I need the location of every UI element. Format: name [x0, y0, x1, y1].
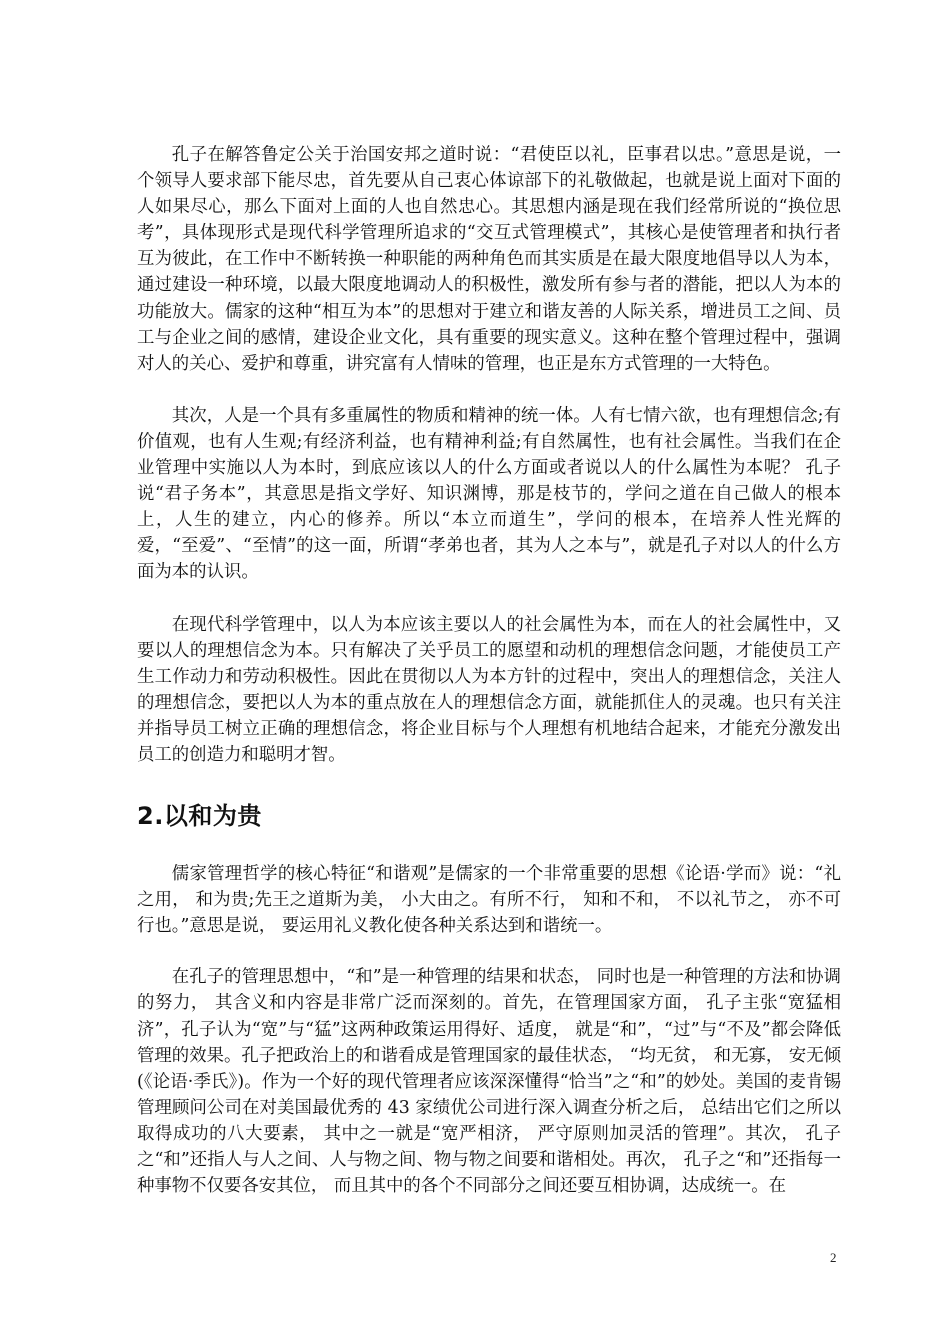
paragraph-3: 在现代科学管理中，以人为本应该主要以人的社会属性为本，而在人的社会属性中，又要以人的理想信念为本。只有解决了关乎员工的愿望和动机的理想信念问题，才能使员工产生工作动力和劳动积极性。因此在贯彻以人为本方针的过程中，突出人的理想信念，关注人的理想信念，要把以人为本的重点放在人的理想信念方面，就能抓住人的灵魂。也只有关注并指导员工树立正确的理想信念，将企业目标与个人理想有机地结合起来，才能充分激发出员工的创造力和聪明才智。	[137, 614, 841, 765]
document-body	[137, 142, 841, 1199]
paragraph-2: 其次，人是一个具有多重属性的物质和精神的统一体。人有七情六欲，也有理想信念;有价值观，也有人生观;有经济利益，也有精神利益;有自然属性，也有社会属性。当我们在企业管理中实施以人为本时，到底应该以人的什么方面或者说以人的什么属性为本呢？ 孔子说“君子务本”，其意思是指文学好、知识渊博，那是枝节的，学问之道在自己做人的根本上，人生的建立，内心的修养。所以“本立而道生”，学问的根本，在培养人性光辉的爱，“至爱”、“至情”的这一面，所谓“孝弟也者，其为人之本与”，就是孔子对以人的什么方面为本的认识。	[137, 405, 841, 583]
paragraph-4: 儒家管理哲学的核心特征“和谐观”是儒家的一个非常重要的思想《论语·学而》说：“礼之用， 和为贵;先王之道斯为美， 小大由之。有所不行， 知和不和， 不以礼节之， 亦不可行也。”意思是说， 要运用礼义教化使各种关系达到和谐统一。	[137, 864, 841, 937]
section-heading: 2.以和为贵	[137, 802, 262, 831]
paragraph-5: 在孔子的管理思想中，“和”是一种管理的结果和状态， 同时也是一种管理的方法和协调的努力， 其含义和内容是非常广泛而深刻的。首先，在管理国家方面， 孔子主张“宽猛相济”，孔子认为“宽”与“猛”这两种政策运用得好、适度， 就是“和”，“过”与“不及”都会降低管理的效果。孔子把政治上的和谐看成是管理国家的最佳状态， “均无贫， 和无寡， 安无倾(《论语·季氏》)。作为一个好的现代管理者应该深深懂得“恰当”之“和”的妙处。美国的麦肯锡管理顾问公司在对美国最优秀的 43 家绩优公司进行深入调查分析之后， 总结出它们之所以取得成功的八大要素， 其中之一就是“宽严相济， 严守原则加灵活的管理”。其次， 孔子之“和”还指人与人之间、人与物之间、物与物之间要和谐相处。再次， 孔子之“和”还指每一种事物不仅要各安其位， 而且其中的各个不同部分之间还要互相协调，达成统一。在	[137, 967, 841, 1197]
paragraph-1: 孔子在解答鲁定公关于治国安邦之道时说：“君使臣以礼，臣事君以忠。”意思是说，一个领导人要求部下能尽忠，首先要从自己衷心体谅部下的礼敬做起，也就是说上面对下面的人如果尽心，那么下面对上面的人也自然忠心。其思想内涵是现在我们经常所说的“换位思考”，具体现形式是现代科学管理所追求的“交互式管理模式”，其核心是使管理者和执行者互为彼此，在工作中不断转换一种职能的两种角色而其实质是在最大限度地倡导以人为本，通过建设一种环境，以最大限度地调动人的积极性，激发所有参与者的潜能，把以人为本的功能放大。儒家的这种“相互为本”的思想对于建立和谐友善的人际关系，增进员工之间、员工与企业之间的感情，建设企业文化，具有重要的现实意义。这种在整个管理过程中，强调对人的关心、爱护和尊重，讲究富有人情味的管理，也正是东方式管理的一大特色。	[137, 145, 841, 374]
page-number: 2	[830, 1250, 837, 1265]
